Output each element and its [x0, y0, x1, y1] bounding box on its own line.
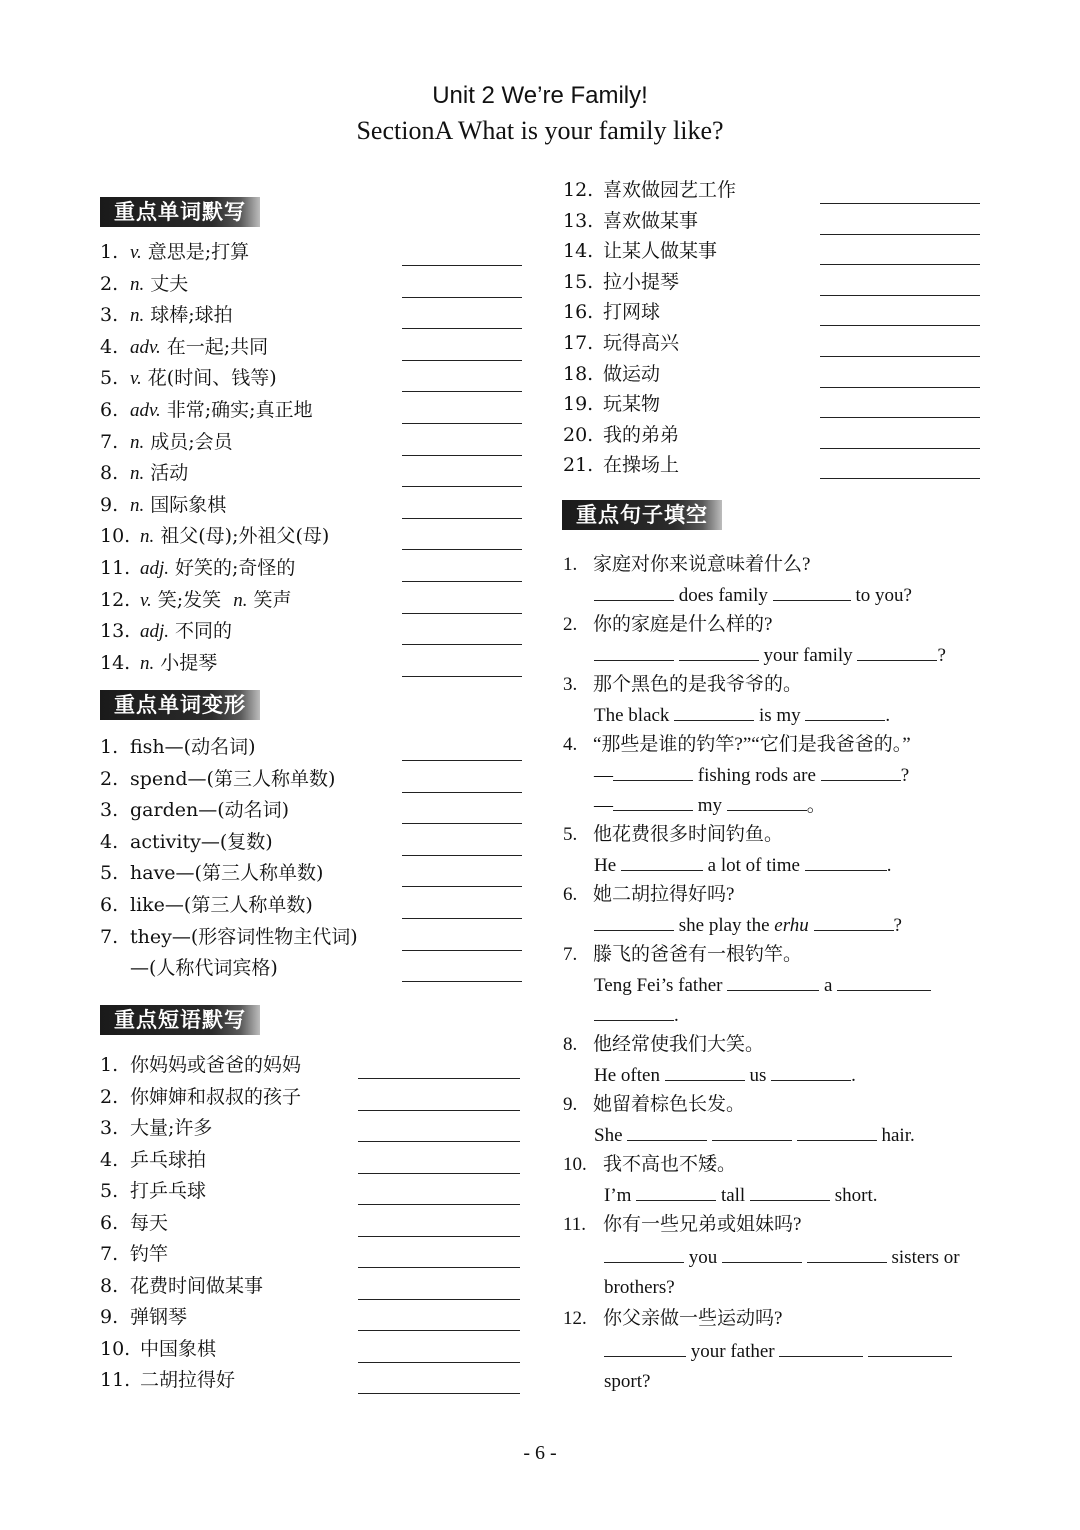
part-of-speech: n. — [140, 652, 155, 674]
item-text: 你婶婶和叔叔的孩子 — [130, 1085, 302, 1108]
answer-blank[interactable] — [402, 297, 522, 298]
vocab-item — [100, 427, 233, 457]
item-text: garden—(动名词) — [130, 799, 290, 822]
phrase-item — [563, 206, 698, 236]
item-number: 1. — [100, 1054, 119, 1076]
vocab-item — [100, 648, 217, 678]
phrase-item — [100, 1334, 216, 1364]
answer-blank[interactable] — [604, 1242, 684, 1263]
phrase-item — [100, 1271, 263, 1301]
answer-blank[interactable] — [820, 264, 980, 265]
item-text: 钓竿 — [130, 1243, 169, 1265]
word-form-item — [100, 764, 335, 794]
item-text: 非常;确实;真正地 — [166, 399, 313, 421]
item-number: 6. — [100, 1211, 119, 1234]
vocab-item — [100, 300, 233, 330]
item-text: 大量;许多 — [130, 1117, 213, 1139]
item-number: 9. — [100, 493, 119, 516]
item-text: 球棒;球拍 — [150, 304, 233, 327]
sentence-cn: 12. 你父亲做一些运动吗? — [563, 1308, 783, 1329]
answer-blank[interactable] — [402, 886, 522, 887]
answer-blank[interactable] — [358, 1330, 520, 1331]
phrase-item — [100, 1145, 206, 1175]
item-number: 4. — [100, 830, 119, 853]
answer-blank[interactable] — [358, 1236, 520, 1237]
answer-blank[interactable] — [402, 328, 522, 329]
part-of-speech: n. — [140, 526, 155, 548]
answer-blank[interactable] — [358, 1173, 520, 1174]
item-number: 15. — [563, 270, 594, 293]
answer-blank[interactable] — [594, 910, 674, 931]
item-text: 意思是;打算 — [147, 241, 250, 263]
sentence-en: your family ? — [594, 640, 946, 670]
answer-blank[interactable] — [402, 391, 522, 392]
part-of-speech: n. — [130, 273, 145, 295]
answer-blank[interactable] — [674, 700, 754, 721]
sentence-en: she play the erhu ? — [594, 910, 902, 940]
item-number: 5. — [100, 367, 119, 390]
item-number: 20. — [563, 423, 594, 446]
answer-blank[interactable] — [402, 981, 522, 982]
sentence-en: sport? — [604, 1371, 651, 1392]
answer-blank[interactable] — [604, 1336, 686, 1357]
answer-blank[interactable] — [779, 1336, 863, 1357]
phrase-item — [100, 1239, 168, 1269]
item-text: 每天 — [130, 1211, 169, 1234]
item-text: 祖父(母);外祖父(母) — [160, 525, 330, 548]
answer-blank[interactable] — [627, 1120, 707, 1141]
sentence-cn: 5. 他花费很多时间钓鱼。 — [563, 824, 784, 845]
item-text: spend—(第三人称单数) — [130, 767, 336, 790]
answer-blank[interactable] — [402, 360, 522, 361]
item-text: 在操场上 — [603, 454, 680, 477]
part-of-speech: n. — [130, 494, 145, 516]
sentence-en: you sisters or — [604, 1242, 960, 1272]
page-number: - 6 - — [523, 1442, 557, 1464]
item-number: 13. — [563, 209, 594, 232]
word-form-item — [100, 795, 289, 825]
sentence-en: I’m tall short. — [604, 1180, 877, 1210]
item-text: 乒乓球拍 — [130, 1148, 207, 1171]
item-text: 笑声 — [253, 588, 292, 611]
item-number: 6. — [100, 399, 119, 421]
item-number: 7. — [100, 925, 119, 948]
part-of-speech: adj. — [140, 621, 170, 643]
section-title: SectionA What is your family like? — [356, 116, 724, 145]
item-number: 5. — [100, 1180, 119, 1202]
item-number: 8. — [100, 1274, 119, 1297]
answer-blank[interactable] — [402, 486, 522, 487]
item-text: 笑;发笑 — [157, 588, 222, 611]
item-number: 5. — [100, 862, 119, 885]
answer-blank[interactable] — [358, 1393, 520, 1394]
heading-phrases: 重点短语默写 — [100, 1005, 260, 1035]
item-number: 4. — [100, 1148, 119, 1171]
item-number: 1. — [100, 736, 119, 758]
item-number: 10. — [100, 1337, 131, 1360]
item-text: fish—(动名词) — [130, 736, 256, 758]
item-text: 在一起;共同 — [166, 335, 269, 358]
answer-blank[interactable] — [807, 1242, 887, 1263]
answer-blank[interactable] — [402, 823, 522, 824]
sentence-en: She hair. — [594, 1120, 915, 1150]
answer-blank[interactable] — [805, 850, 887, 871]
part-of-speech: n. — [130, 431, 145, 453]
heading-vocab: 重点单词默写 — [100, 197, 260, 227]
item-text: 玩得高兴 — [603, 332, 680, 354]
vocab-item — [100, 363, 277, 393]
answer-blank[interactable] — [402, 518, 522, 519]
part-of-speech: n. — [130, 305, 145, 327]
item-number: 2. — [100, 272, 119, 295]
sentence-cn: 4. “那些是谁的钓竿?”“它们是我爸爸的。” — [563, 734, 911, 755]
item-text: —(人称代词宾格) — [130, 957, 278, 980]
vocab-item — [100, 269, 188, 299]
vocab-item — [100, 395, 313, 425]
answer-blank[interactable] — [750, 1180, 830, 1201]
item-number: 7. — [100, 430, 119, 453]
item-number: 10. — [100, 525, 131, 548]
item-text: 你妈妈或爸爸的妈妈 — [130, 1054, 302, 1076]
item-text: 好笑的;奇怪的 — [175, 557, 296, 579]
phrase-item — [563, 297, 660, 327]
word-form-item — [100, 953, 278, 983]
answer-blank[interactable] — [820, 203, 980, 204]
item-number: 19. — [563, 393, 594, 416]
answer-blank[interactable] — [820, 387, 980, 388]
part-of-speech: v. — [130, 368, 142, 390]
item-text: have—(第三人称单数) — [130, 862, 324, 885]
answer-blank[interactable] — [358, 1204, 520, 1205]
sentence-cn: 10. 我不高也不矮。 — [563, 1154, 737, 1175]
item-number: 2. — [100, 1085, 119, 1108]
sentence-en: your father — [604, 1336, 952, 1366]
answer-blank[interactable] — [868, 1336, 952, 1357]
answer-blank[interactable] — [820, 234, 980, 235]
answer-blank[interactable] — [820, 295, 980, 296]
answer-blank[interactable] — [820, 417, 980, 418]
answer-blank[interactable] — [797, 1120, 877, 1141]
phrase-item — [100, 1365, 235, 1395]
answer-blank[interactable] — [665, 1060, 745, 1081]
item-number: 17. — [563, 332, 594, 354]
answer-blank[interactable] — [613, 790, 693, 811]
phrase-item — [100, 1113, 212, 1143]
item-number: 8. — [100, 462, 119, 485]
word-form-item — [100, 827, 273, 857]
part-of-speech: n. — [130, 463, 145, 485]
phrase-item — [100, 1050, 301, 1080]
item-number: 11. — [100, 557, 131, 579]
answer-blank[interactable] — [402, 855, 522, 856]
vocab-item — [100, 553, 295, 583]
phrase-item — [563, 420, 679, 450]
answer-blank[interactable] — [820, 325, 980, 326]
answer-blank[interactable] — [814, 910, 894, 931]
item-number: 9. — [100, 1306, 119, 1328]
phrase-item — [100, 1176, 206, 1206]
answer-blank[interactable] — [402, 455, 522, 456]
part-of-speech: adv. — [130, 336, 161, 358]
answer-blank[interactable] — [679, 640, 759, 661]
sentence-en: The black is my . — [594, 700, 890, 730]
answer-blank[interactable] — [402, 792, 522, 793]
heading-sentences: 重点句子填空 — [562, 500, 722, 530]
item-text: 喜欢做某事 — [603, 209, 699, 232]
answer-blank[interactable] — [820, 478, 980, 479]
item-text: 国际象棋 — [150, 493, 227, 516]
answer-blank[interactable] — [402, 549, 522, 550]
phrase-item — [563, 328, 679, 358]
vocab-item — [100, 237, 249, 267]
item-number: 1. — [100, 241, 119, 263]
vocab-item — [100, 332, 268, 362]
sentence-en: He often us . — [594, 1060, 856, 1090]
item-text: 玩某物 — [603, 393, 661, 416]
answer-blank[interactable] — [358, 1141, 520, 1142]
item-text: 拉小提琴 — [603, 270, 680, 293]
sentence-cn: 6. 她二胡拉得好吗? — [563, 884, 735, 905]
answer-blank[interactable] — [821, 760, 901, 781]
item-text: 成员;会员 — [150, 430, 233, 453]
answer-blank[interactable] — [820, 448, 980, 449]
answer-blank[interactable] — [402, 950, 522, 951]
answer-blank[interactable] — [358, 1110, 520, 1111]
phrase-item — [563, 450, 679, 480]
sentence-cn: 7. 滕飞的爸爸有一根钓竿。 — [563, 944, 803, 965]
answer-blank[interactable] — [837, 970, 931, 991]
answer-blank[interactable] — [358, 1078, 520, 1079]
word-form-item — [100, 890, 313, 920]
item-number: 12. — [100, 588, 131, 611]
item-text: like—(第三人称单数) — [130, 894, 313, 916]
sentence-en: brothers? — [604, 1277, 675, 1298]
item-text: 打网球 — [603, 301, 661, 324]
item-number: 6. — [100, 894, 119, 916]
item-text: 二胡拉得好 — [140, 1369, 236, 1391]
answer-blank[interactable] — [857, 640, 937, 661]
vocab-item — [100, 521, 329, 551]
phrase-item — [563, 359, 660, 389]
item-text: 不同的 — [175, 620, 233, 643]
phrase-item — [563, 236, 717, 266]
sentence-cn: 11. 你有一些兄弟或姐妹吗? — [563, 1214, 802, 1235]
item-number: 14. — [563, 240, 594, 263]
answer-blank[interactable] — [402, 760, 522, 761]
item-number: 18. — [563, 362, 594, 385]
sentence-en: . — [594, 1000, 679, 1030]
item-number: 3. — [100, 304, 119, 327]
phrase-item — [100, 1302, 187, 1332]
item-text: 打乒乓球 — [130, 1180, 207, 1202]
part-of-speech: adj. — [140, 558, 170, 579]
answer-blank[interactable] — [727, 790, 807, 811]
item-text: they—(形容词性物主代词) — [130, 925, 358, 948]
item-text: 小提琴 — [160, 651, 218, 674]
heading-word-forms: 重点单词变形 — [100, 690, 260, 720]
part-of-speech: adv. — [130, 400, 161, 421]
answer-blank[interactable] — [402, 423, 522, 424]
answer-blank[interactable] — [402, 265, 522, 266]
item-text: 做运动 — [603, 362, 661, 385]
item-text: 中国象棋 — [140, 1337, 217, 1360]
answer-blank[interactable] — [594, 1000, 674, 1021]
unit-title: Unit 2 We’re Family! — [432, 82, 648, 109]
item-number: 7. — [100, 1243, 119, 1265]
answer-blank[interactable] — [402, 644, 522, 645]
sentence-cn: 8. 他经常使我们大笑。 — [563, 1034, 765, 1055]
item-number: 14. — [100, 651, 131, 674]
answer-blank[interactable] — [613, 760, 693, 781]
phrase-item — [563, 389, 660, 419]
item-text: 喜欢做园艺工作 — [603, 179, 737, 201]
item-text: 活动 — [150, 462, 189, 485]
answer-blank[interactable] — [402, 581, 522, 582]
part-of-speech: v. — [130, 242, 142, 263]
word-form-item — [100, 922, 358, 952]
vocab-item — [100, 458, 188, 488]
item-number: 16. — [563, 301, 594, 324]
item-text: 花费时间做某事 — [130, 1274, 264, 1297]
sentence-cn: 9. 她留着棕色长发。 — [563, 1094, 746, 1115]
word-form-item — [100, 858, 323, 888]
answer-blank[interactable] — [402, 918, 522, 919]
answer-blank[interactable] — [358, 1267, 520, 1268]
sentence-en: does family to you? — [594, 580, 912, 610]
item-text: activity—(复数) — [130, 830, 273, 853]
answer-blank[interactable] — [594, 640, 674, 661]
sentence-cn: 2. 你的家庭是什么样的? — [563, 614, 773, 635]
item-number: 12. — [563, 179, 594, 201]
item-number: 3. — [100, 1117, 119, 1139]
answer-blank[interactable] — [805, 700, 885, 721]
sentence-en: — my 。 — [594, 790, 826, 820]
item-number: 2. — [100, 767, 119, 790]
answer-blank[interactable] — [402, 613, 522, 614]
sentence-en: Teng Fei’s father a — [594, 970, 931, 1000]
sentence-cn: 1. 家庭对你来说意味着什么? — [563, 554, 811, 575]
item-text: 丈夫 — [150, 272, 189, 295]
answer-blank[interactable] — [402, 676, 522, 677]
answer-blank[interactable] — [636, 1180, 716, 1201]
vocab-item — [100, 616, 232, 646]
phrase-item — [100, 1208, 168, 1238]
answer-blank[interactable] — [712, 1120, 792, 1141]
vocab-item — [100, 585, 292, 615]
phrase-item — [563, 267, 679, 297]
phrase-item — [563, 175, 736, 205]
answer-blank[interactable] — [820, 356, 980, 357]
item-text: 花(时间、钱等) — [147, 367, 277, 390]
answer-blank[interactable] — [594, 580, 674, 601]
word-form-item — [100, 732, 256, 762]
answer-blank[interactable] — [358, 1362, 520, 1363]
sentence-en: — fishing rods are ? — [594, 760, 909, 790]
item-number: 4. — [100, 335, 119, 358]
sentence-en: He a lot of time . — [594, 850, 892, 880]
sentence-cn: 3. 那个黑色的是我爷爷的。 — [563, 674, 803, 695]
answer-blank[interactable] — [621, 850, 703, 871]
vocab-item — [100, 490, 226, 520]
answer-blank[interactable] — [358, 1299, 520, 1300]
item-number: 21. — [563, 454, 594, 477]
phrase-item — [100, 1082, 301, 1112]
answer-blank[interactable] — [727, 970, 819, 991]
part-of-speech: n. — [233, 589, 248, 611]
item-number: 13. — [100, 620, 131, 643]
item-number: 11. — [100, 1369, 131, 1391]
answer-blank[interactable] — [722, 1242, 802, 1263]
item-text: 弹钢琴 — [130, 1306, 188, 1328]
part-of-speech: v. — [140, 589, 152, 611]
answer-blank[interactable] — [773, 580, 851, 601]
answer-blank[interactable] — [771, 1060, 851, 1081]
item-text: 让某人做某事 — [603, 240, 718, 263]
item-text: 我的弟弟 — [603, 423, 680, 446]
item-number: 3. — [100, 799, 119, 822]
